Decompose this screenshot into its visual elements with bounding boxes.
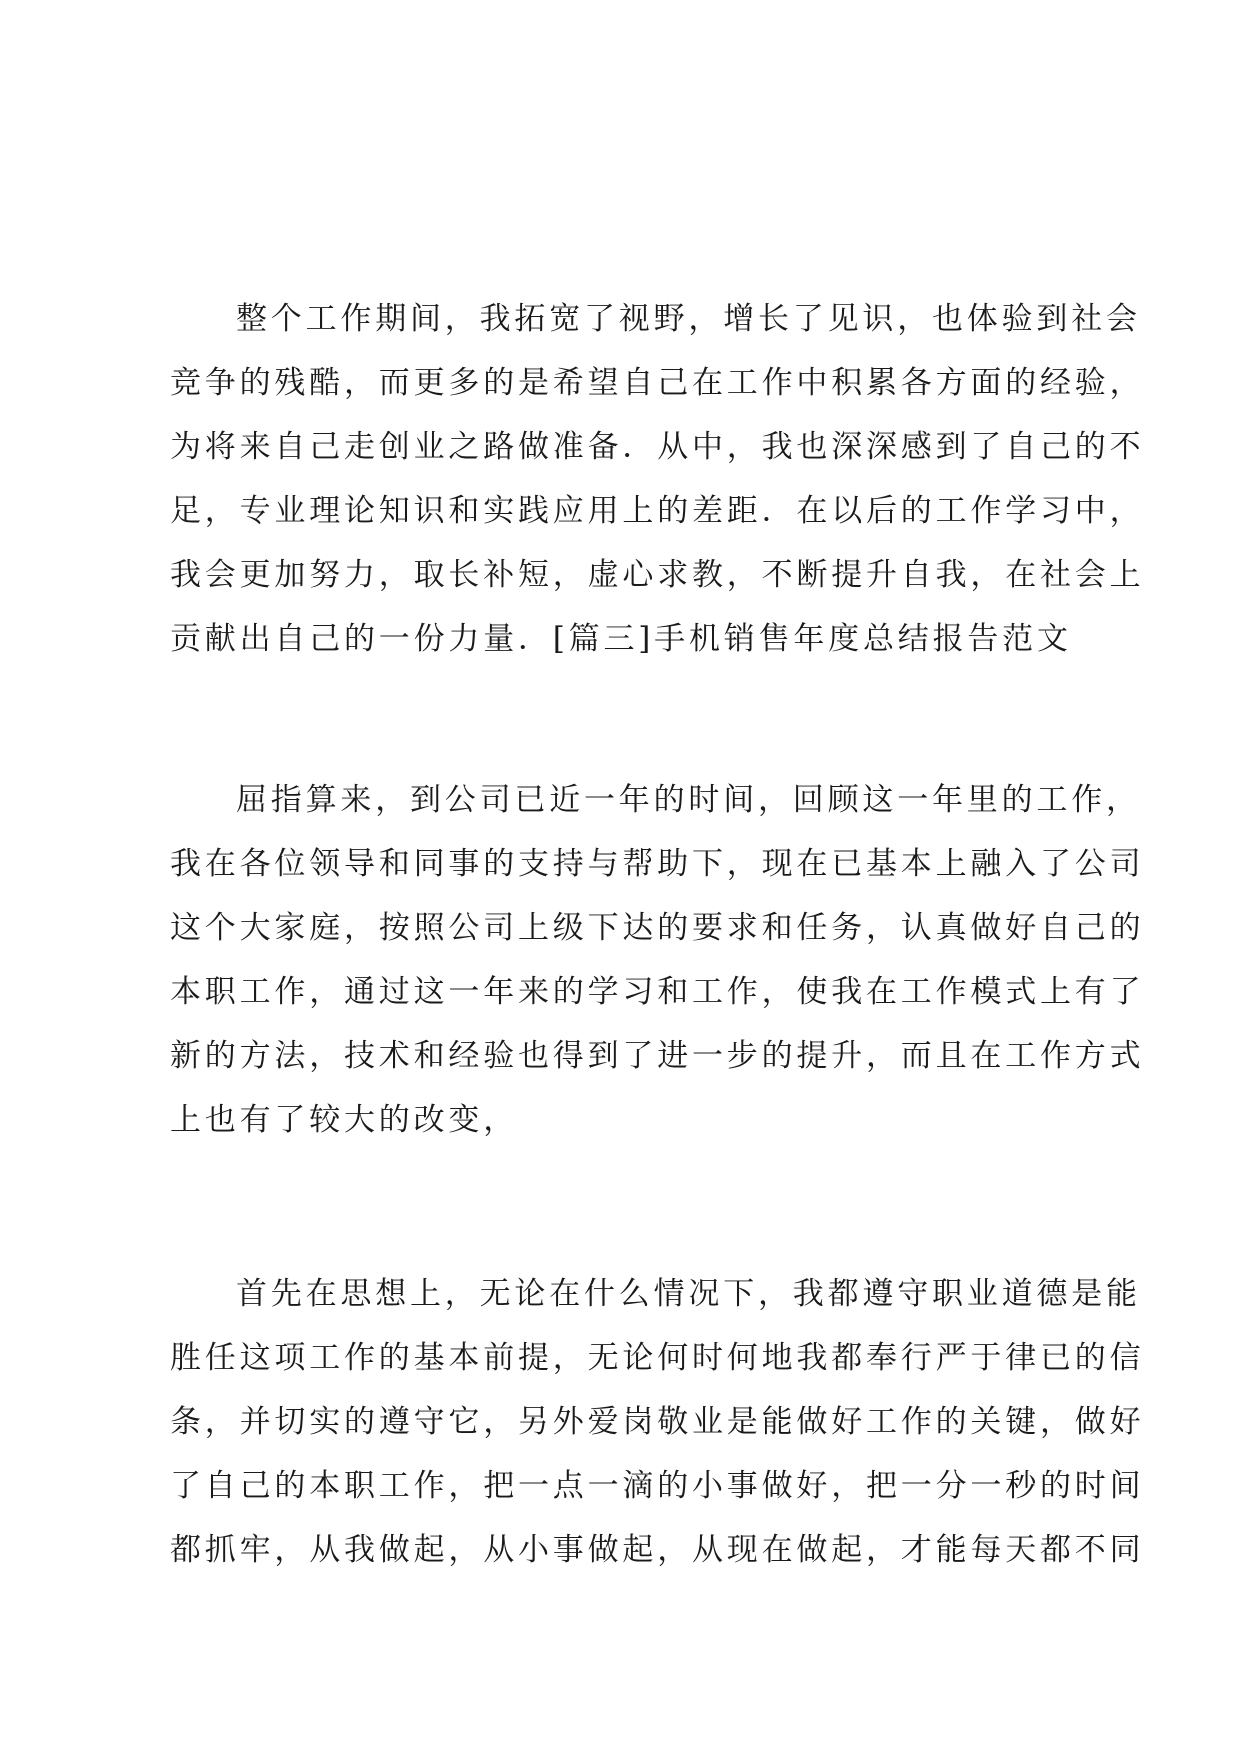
paragraph-line: 新的方法，技术和经验也得到了进一步的提升，而且在工作方式	[170, 1038, 1145, 1074]
paragraph-3	[170, 1262, 1145, 1582]
paragraph-line: 屈指算来，到公司已近一年的时间，回顾这一年里的工作，	[236, 782, 1141, 818]
paragraph-spacer	[170, 671, 1090, 768]
paragraph-line: 我会更加努力，取长补短，虚心求教，不断提升自我，在社会上	[170, 557, 1145, 593]
paragraph-2	[170, 768, 1145, 1152]
paragraph-spacer	[170, 1152, 1090, 1262]
paragraph-line: 都抓牢，从我做起，从小事做起，从现在做起，才能每天都不同	[170, 1532, 1145, 1568]
paragraph-line: 条，并切实的遵守它，另外爱岗敬业是能做好工作的关键，做好	[170, 1404, 1145, 1440]
paragraph-line: 为将来自己走创业之路做准备．从中，我也深深感到了自己的不	[170, 429, 1145, 465]
paragraph-line: 首先在思想上，无论在什么情况下，我都遵守职业道德是能	[236, 1276, 1141, 1312]
paragraph-line: 整个工作期间，我拓宽了视野，增长了见识，也体验到社会	[236, 301, 1141, 337]
paragraph-line: 本职工作，通过这一年来的学习和工作，使我在工作模式上有了	[170, 974, 1145, 1010]
paragraph-line: 竞争的残酷，而更多的是希望自己在工作中积累各方面的经验，	[170, 365, 1145, 401]
paragraph-line: 足，专业理论知识和实践应用上的差距．在以后的工作学习中，	[170, 493, 1145, 529]
paragraph-1	[170, 287, 1145, 671]
paragraph-line: 贡献出自己的一份力量．[篇三]手机销售年度总结报告范文	[170, 621, 1072, 657]
paragraph-line: 胜任这项工作的基本前提，无论何时何地我都奉行严于律已的信	[170, 1340, 1145, 1376]
paragraph-line: 上也有了较大的改变，	[170, 1102, 518, 1138]
paragraph-line: 这个大家庭，按照公司上级下达的要求和任务，认真做好自己的	[170, 910, 1145, 946]
paragraph-line: 了自己的本职工作，把一点一滴的小事做好，把一分一秒的时间	[170, 1468, 1145, 1504]
document-body	[170, 287, 1145, 1582]
paragraph-line: 我在各位领导和同事的支持与帮助下，现在已基本上融入了公司	[170, 846, 1145, 882]
